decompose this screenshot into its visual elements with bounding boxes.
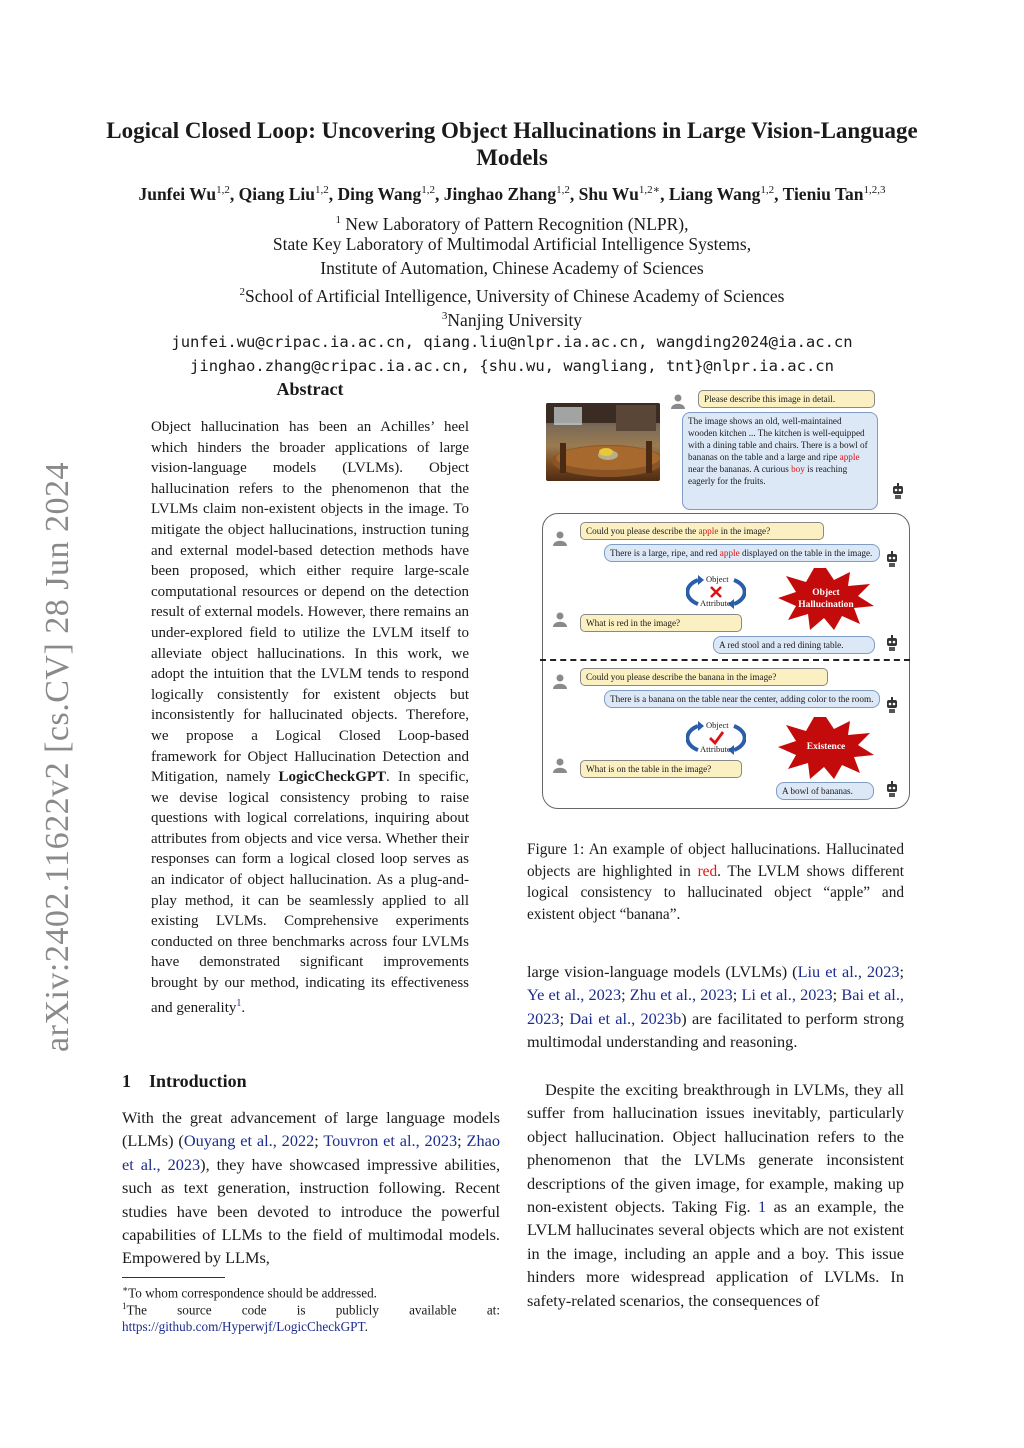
user-question-red: What is red in the image? bbox=[580, 614, 742, 632]
user-question-banana: Could you please describe the banana in the image? bbox=[580, 668, 828, 686]
robot-icon bbox=[890, 483, 906, 499]
author: Jinghao Zhang bbox=[443, 183, 557, 204]
figure-1-caption: Figure 1: An example of object hallucinations. Hallucinated objects are highlighted in red. The LVLM shows different logical consistency to hallucinated object “apple” and existent object “banana”. bbox=[527, 841, 904, 923]
loop-label-object: Object bbox=[706, 574, 729, 584]
citation-link[interactable]: Li et al., 2023 bbox=[741, 985, 833, 1005]
user-icon bbox=[552, 757, 568, 773]
abstract-body: Object hallucination has been an Achilles’ heel which hinders the broader applications of large vision-language models (LVLMs). Object hallucination refers to the phenomenon that the LVLMs claim non-existent objects in the image. To mitigate the object hallucinations, instruction tuning and external model-based detection methods have been proposed, which either require large-scale computational resources or depend on the detection result of external models. However, there remains an under-explored field to utilize the LVLM itself to alleviate object hallucinations. In this work, we adopt the intuition that the LVLM tends to respond logically consistently for existent objects but inconsistently for hallucinated objects. Therefore, we propose a Logical Closed Loop-based framework for Object Hallucination Detection and Mitigation, namely LogicCheckGPT. In specific, we devise logical consistency probing to raise questions with logical correlations, inquiring about attributes from objects and vice versa. Whether their responses can form a logical closed loop serves as an indicator of object hallucination. As a plug-and-play method, it can be seamlessly applied to all existing LVLMs. Comprehensive experiments conducted on three benchmarks across four LVLMs have demonstrated significant improvements brought by our method, indicating its effectiveness and generality$^1$. bbox=[151, 419, 469, 1016]
citation-link[interactable]: Ouyang et al., 2022 bbox=[183, 1131, 315, 1151]
paper-title: Logical Closed Loop: Uncovering Object Hallucinations in Large Vision-Language Models bbox=[106, 118, 918, 170]
email-line-1: junfei.wu@cripac.ia.ac.cn, qiang.liu@nlpr.ia.ac.cn, wangding2024@ia.ac.cn bbox=[171, 333, 853, 351]
affiliation-1-line3: Institute of Automation, Chinese Academy of Sciences bbox=[320, 258, 704, 278]
footnote-1: $^1$The source code is publicly available at: https://github.com/Hyperwjf/LogicCheckGPT. bbox=[122, 1301, 500, 1335]
arxiv-identifier: arXiv:2402.11622v2 [cs.CV] 28 Jun 2024 bbox=[39, 461, 76, 1053]
loop-label-object: Object bbox=[706, 720, 729, 730]
burst-label-existence: Existence bbox=[806, 742, 846, 752]
user-icon bbox=[552, 673, 568, 689]
intro-paragraph-1: With the great advancement of large language models (LLMs) (Ouyang et al., 2022; Touvron et al., 2023; Zhao et al., 2023), they have showcased impressive abilities, such as text generation, instruction following. Recent studies have been devoted to introduce the powerful capabilities of LLMs to the field of multimodal models. Empowered by LLMs, bbox=[122, 1108, 501, 1268]
footnote-ref-1[interactable]: 1 bbox=[236, 997, 242, 1009]
citation-link[interactable]: Zhu et al., 2023 bbox=[629, 985, 733, 1005]
author: Tieniu Tan bbox=[782, 183, 864, 204]
abstract-heading: Abstract bbox=[276, 379, 344, 399]
affiliation-1-line2: State Key Laboratory of Multimodal Artificial Intelligence Systems, bbox=[272, 234, 752, 254]
author: Ding Wang bbox=[337, 183, 422, 204]
robot-icon bbox=[884, 635, 900, 651]
author: Liang Wang bbox=[668, 183, 761, 204]
user-question-apple: Could you please describe the apple in the image? bbox=[580, 522, 824, 540]
citation-link[interactable]: Liu et al., 2023 bbox=[797, 962, 900, 981]
author: Junfei Wu bbox=[138, 183, 217, 204]
user-icon bbox=[670, 393, 686, 409]
citation-link[interactable]: Dai et al., 2023b bbox=[569, 1008, 682, 1028]
intro-paragraph-3: Despite the exciting breakthrough in LVLMs, they all suffer from hallucination issues inevitably, particularly object hallucination. Object hallucination refers to the phenomenon that the LVLMs generate inconsistent descriptions of the given image, for example, making up non-existent objects. Taking Fig. 1 as an example, the LVLM hallucinates several objects which are not existent in the image, including an apple and a boy. This issue hinders more widespread application of LVLMs. In safety-related scenarios, the consequences of bbox=[527, 1080, 904, 1310]
burst-label-hallucination: Object Hallucination bbox=[798, 588, 854, 610]
user-icon bbox=[552, 611, 568, 627]
robot-icon bbox=[884, 551, 900, 567]
loop-label-attribute: Attribute bbox=[700, 744, 731, 754]
affiliation-1: $^1$ New Laboratory of Pattern Recognition (NLPR), bbox=[335, 213, 689, 234]
author: Qiang Liu bbox=[238, 183, 315, 204]
source-code-link[interactable]: https://github.com/Hyperwjf/LogicCheckGPT bbox=[122, 1319, 365, 1335]
citation-link[interactable]: Touvron et al., 2023 bbox=[323, 1131, 458, 1151]
figure-ref-link[interactable]: 1 bbox=[757, 1197, 767, 1217]
model-answer-red: A red stool and a red dining table. bbox=[713, 636, 875, 654]
method-name: LogicCheckGPT bbox=[278, 769, 387, 786]
model-answer-table: A bowl of bananas. bbox=[776, 782, 874, 800]
figure-1 bbox=[540, 385, 910, 810]
citation-link[interactable]: Bai et al., 2023 bbox=[527, 985, 904, 1028]
affiliation-3: $^3$Nanjing University bbox=[441, 309, 583, 330]
footnote-rule bbox=[122, 1277, 225, 1278]
citation-link[interactable]: Ye et al., 2023 bbox=[527, 985, 622, 1005]
robot-icon bbox=[884, 781, 900, 797]
intro-paragraph-2: large vision-language models (LVLMs) (Liu et al., 2023; Ye et al., 2023; Zhu et al., 2023; Li et al., 2023; Bai et al., 2023; Dai et al., 2023b) are facilitated to perform strong multimodal understanding and reasoning. bbox=[527, 962, 905, 1052]
model-answer-apple: There is a large, ripe, and red apple displayed on the table in the image. bbox=[604, 544, 880, 562]
user-question-describe: Please describe this image in detail. bbox=[698, 390, 875, 408]
section-heading-introduction: 1 Introduction bbox=[122, 1071, 247, 1091]
loop-label-attribute: Attribute bbox=[700, 598, 731, 608]
author: Shu Wu bbox=[578, 183, 639, 204]
email-line-2: jinghao.zhang@cripac.ia.ac.cn, {shu.wu, wangliang, tnt}@nlpr.ia.ac.cn bbox=[190, 357, 834, 375]
user-question-table: What is on the table in the image? bbox=[580, 760, 742, 778]
kitchen-photo bbox=[546, 403, 660, 481]
robot-icon bbox=[884, 697, 900, 713]
model-answer-banana: There is a banana on the table near the center, adding color to the room. bbox=[604, 690, 880, 708]
user-icon bbox=[552, 530, 568, 546]
panel-divider bbox=[540, 659, 910, 661]
model-answer-describe: The image shows an old, well-maintained wooden kitchen ... The kitchen is well-equipped with a dining table and chairs. There is a bowl of bananas on the table and a large and ripe apple near the bananas. A curious boy is reaching eagerly for the fruits. bbox=[682, 412, 878, 510]
citation-link[interactable]: Zhao et al., 2023 bbox=[122, 1131, 500, 1174]
author-list: Junfei Wu$^{1,2}$, Qiang Liu$^{1,2}$, Ding Wang$^{1,2}$, Jinghao Zhang$^{1,2}$, Shu $Wu^{1,2∗}$, Liang Wang$^{1,2}$, Tieniu Tan$^{1,2,3}$ bbox=[138, 183, 886, 204]
affiliation-2: $^2$School of Artificial Intelligence, University of Chinese Academy of Sciences bbox=[239, 285, 785, 306]
footnote-correspondence: ∗To whom correspondence should be addressed. bbox=[122, 1284, 377, 1301]
